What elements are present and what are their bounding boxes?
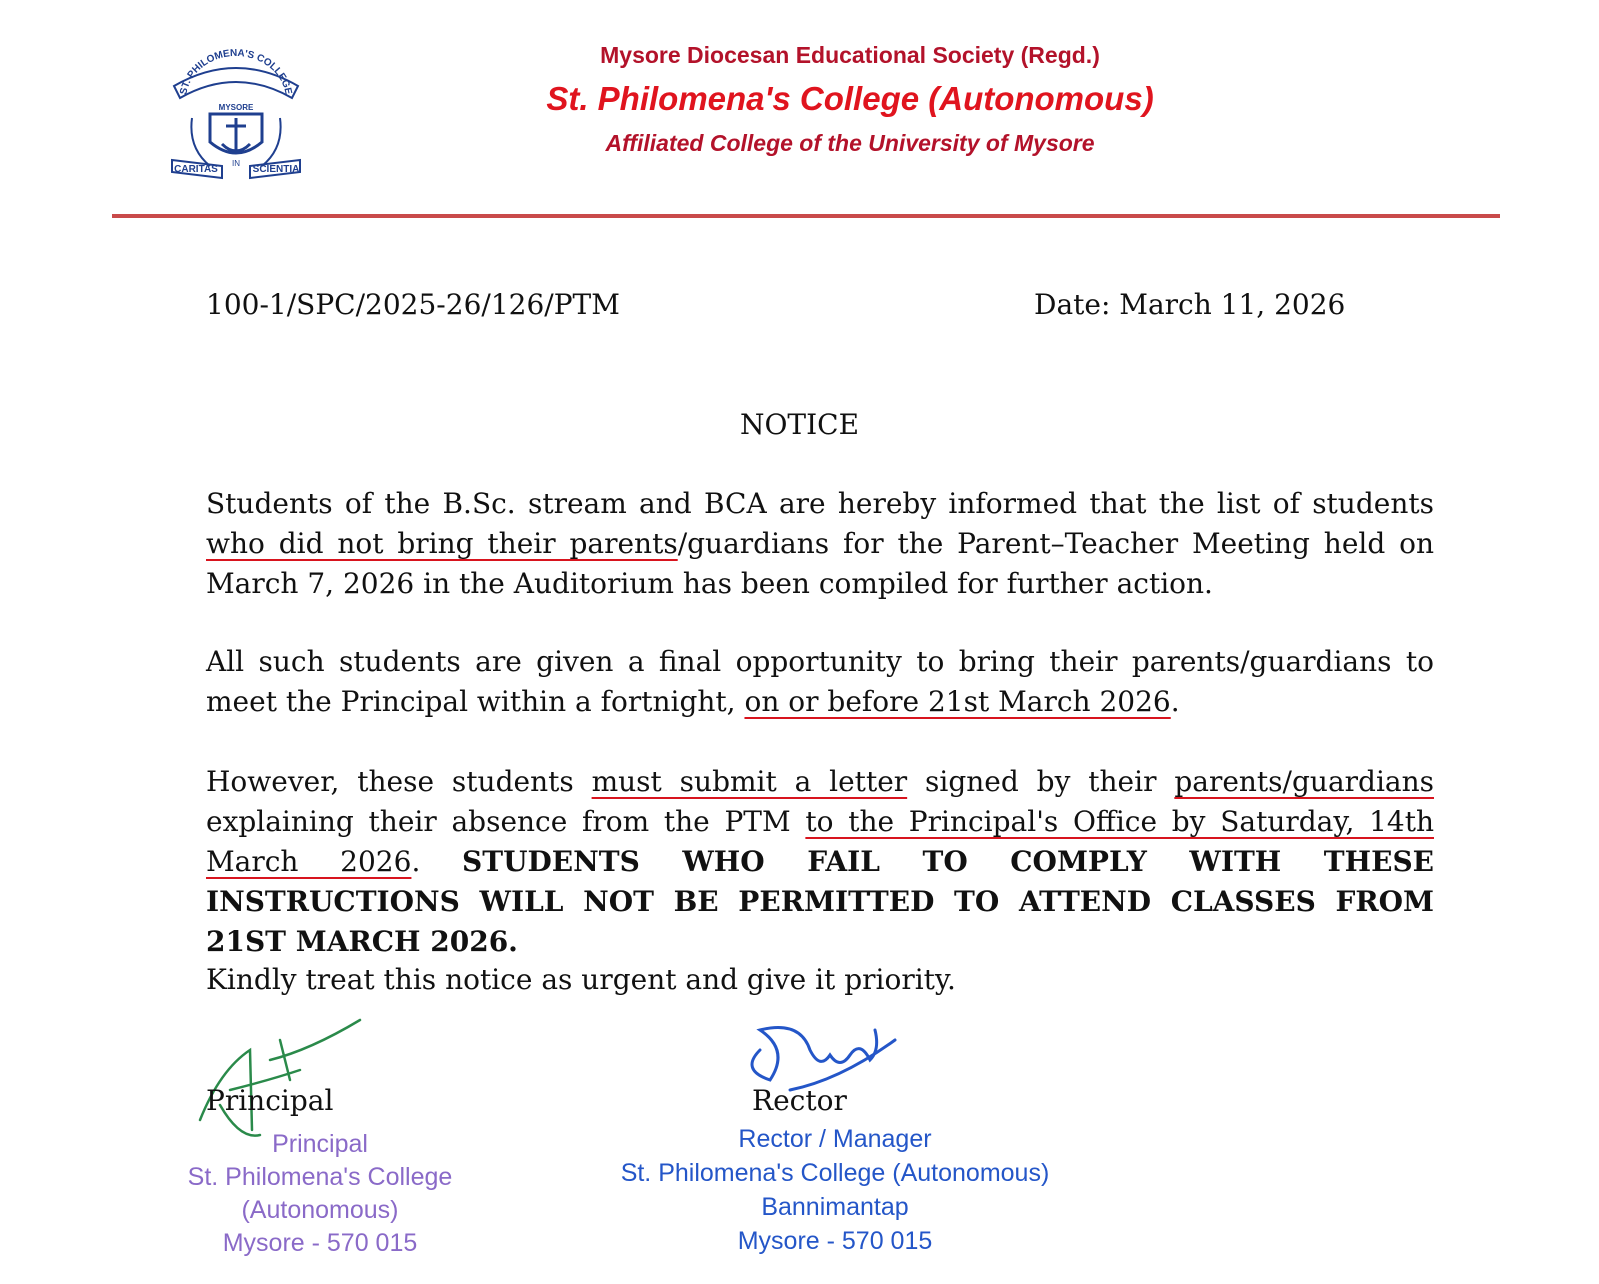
notice-date: Date: March 11, 2026 <box>1034 288 1346 321</box>
reference-number: 100-1/SPC/2025-26/126/PTM <box>206 288 620 321</box>
underlined-phrase: parents/guardians <box>1174 765 1434 798</box>
affiliation-line: Affiliated College of the University of Mysore <box>605 130 1095 156</box>
crest-city-text: MYSORE <box>218 103 254 112</box>
underlined-deadline: on or before 21st March 2026 <box>744 685 1171 718</box>
college-crest-logo <box>164 48 308 188</box>
crest-ring-text: ST. PHILOMENA'S COLLEGE <box>178 48 294 96</box>
crest-motto-right: SCIENTIA <box>252 164 300 175</box>
underlined-deadline: to the Principal's Office by Saturday, 14th March 2026 <box>206 805 1434 878</box>
society-name: Mysore Diocesan Educational Society (Regd.) <box>600 42 1100 68</box>
rector-stamp: Rector / Manager St. Philomena's College (Autonomous) Bannimantap Mysore - 570 015 <box>620 1125 1050 1255</box>
header-divider <box>112 214 1500 218</box>
underlined-phrase: must submit a letter <box>591 765 908 798</box>
rector-label: Rector <box>752 1084 847 1117</box>
principal-label: Principal <box>206 1084 334 1117</box>
crest-motto-left: CARITAS <box>174 164 218 175</box>
paragraph-3: However, these students must submit a letter signed by their parents/guardians explaining their absence from the PTM to the Principal's Office by Saturday, 14th March 2026. STUDENTS WHO FAIL TO COMPLY WITH THESE INSTRUCTIONS WILL NOT BE PERMITTED TO ATTEND CLASSES FROM 21ST MARCH 2026. <box>206 765 1435 958</box>
paragraph-4: Kindly treat this notice as urgent and give it priority. <box>206 963 956 996</box>
underlined-phrase: who did not bring their parents <box>206 527 678 560</box>
warning-text: STUDENTS WHO FAIL TO COMPLY WITH THESE INSTRUCTIONS WILL NOT BE PERMITTED TO ATTEND CLASSES FROM 21ST MARCH 2026. <box>206 845 1435 958</box>
svg-text:ST. PHILOMENA'S COLLEGE <box>178 48 293 96</box>
notice-title: NOTICE <box>739 408 860 441</box>
college-name: St. Philomena's College (Autonomous) <box>546 80 1154 117</box>
principal-stamp: Principal St. Philomena's College (Autonomous) Mysore - 570 015 <box>187 1130 453 1257</box>
crest-motto-mid: IN <box>232 159 240 168</box>
paragraph-2: All such students are given a final opportunity to bring their parents/guardians to meet the Principal within a fortnight, on or before 21st March 2026. <box>206 645 1434 718</box>
paragraph-1: Students of the B.Sc. stream and BCA are hereby informed that the list of students who did not bring their parents/guardians for the Parent–Teacher Meeting held on March 7, 2026 in the Auditorium has been compiled for further action. <box>206 487 1435 600</box>
